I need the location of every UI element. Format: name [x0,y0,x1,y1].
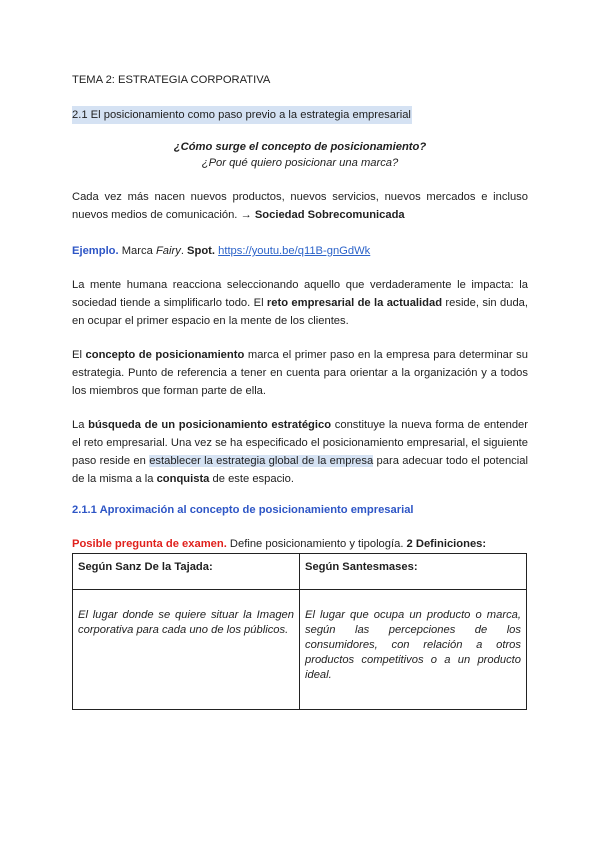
p3-b: marca el primer paso en la empresa para determinar su estrategia. Punto de referencia a tener en cuenta para orientar a la organización y a todos los miembros que forman parte de ella. [72,349,528,397]
table-row [73,590,527,710]
definitions-table [72,553,527,710]
exam-label: Posible pregunta de examen. [72,538,227,550]
p2-a: La mente humana reacciona seleccionando aquello que verdaderamente le impacta: la sociedad tiende a simplificarlo todo. El [72,279,528,309]
definition-sanz: El lugar donde se quiere situar la Imagen corporativa para cada uno de los públicos. [73,590,300,710]
p4-bold2: conquista [156,473,210,485]
p4-c: para adecuar todo el potencial de la misma a la [72,455,528,485]
example-brand: Fairy [155,245,181,257]
section-heading: 2.1 El posicionamiento como paso previo a la estrategia empresarial [72,106,412,124]
p2-bold: reto empresarial de la actualidad [266,297,443,309]
subsection-heading: 2.1.1 Aproximación al concepto de posicionamiento empresarial [72,504,414,516]
document-title: TEMA 2: ESTRATEGIA CORPORATIVA [72,74,271,86]
p4-bold1: búsqueda de un posicionamiento estratégico [88,419,332,431]
p1-text: Cada vez más nacen nuevos productos, nuevos servicios, nuevos mercados e incluso nuevos medios de comunicación. → [72,191,528,221]
definition-santesmases: El lugar que ocupa un producto o marca, según las percepciones de los consumidores, con relación a otros productos competitivos o a un producto ideal. [300,590,527,710]
p4-highlight: establecer la estrategia global de la empresa [149,455,374,467]
table-header-row [73,554,527,590]
question-sub: ¿Por qué quiero posicionar una marca? [201,157,399,169]
table-header-sanz: Según Sanz De la Tajada: [73,554,300,590]
p3-a: El [72,349,86,361]
p4-a: La [72,419,89,431]
exam-question-line [72,538,486,550]
exam-text: Define posicionamiento y tipología. [226,538,407,550]
paragraph-concepto [72,346,528,400]
exam-bold: 2 Definiciones: [406,538,487,550]
example-label: Ejemplo. [72,245,119,257]
paragraph-mente-humana [72,276,528,330]
paragraph-sobrecomunicada [72,188,528,224]
p4-d: de este espacio. [209,473,294,485]
example-text-b: . [180,245,188,257]
example-video-link[interactable]: https://youtu.be/q11B-gnGdWk [218,245,371,257]
example-text-a: Marca [118,245,156,257]
p1-bold: Sociedad Sobrecomunicada [254,209,405,221]
example-spot: Spot. [187,245,215,257]
p4-b: constituye la nueva forma de entender el reto empresarial. Una vez se ha especificado el posicionamiento empresarial, el siguiente paso reside en [72,419,528,467]
question-main: ¿Cómo surge el concepto de posicionamiento? [173,141,427,153]
p3-bold: concepto de posicionamiento [85,349,245,361]
table-header-santesmases: Según Santesmases: [300,554,527,590]
p2-b: reside, sin duda, en ocupar el primer espacio en la mente de los clientes. [72,297,529,327]
example-line [72,242,528,260]
paragraph-busqueda [72,416,528,488]
